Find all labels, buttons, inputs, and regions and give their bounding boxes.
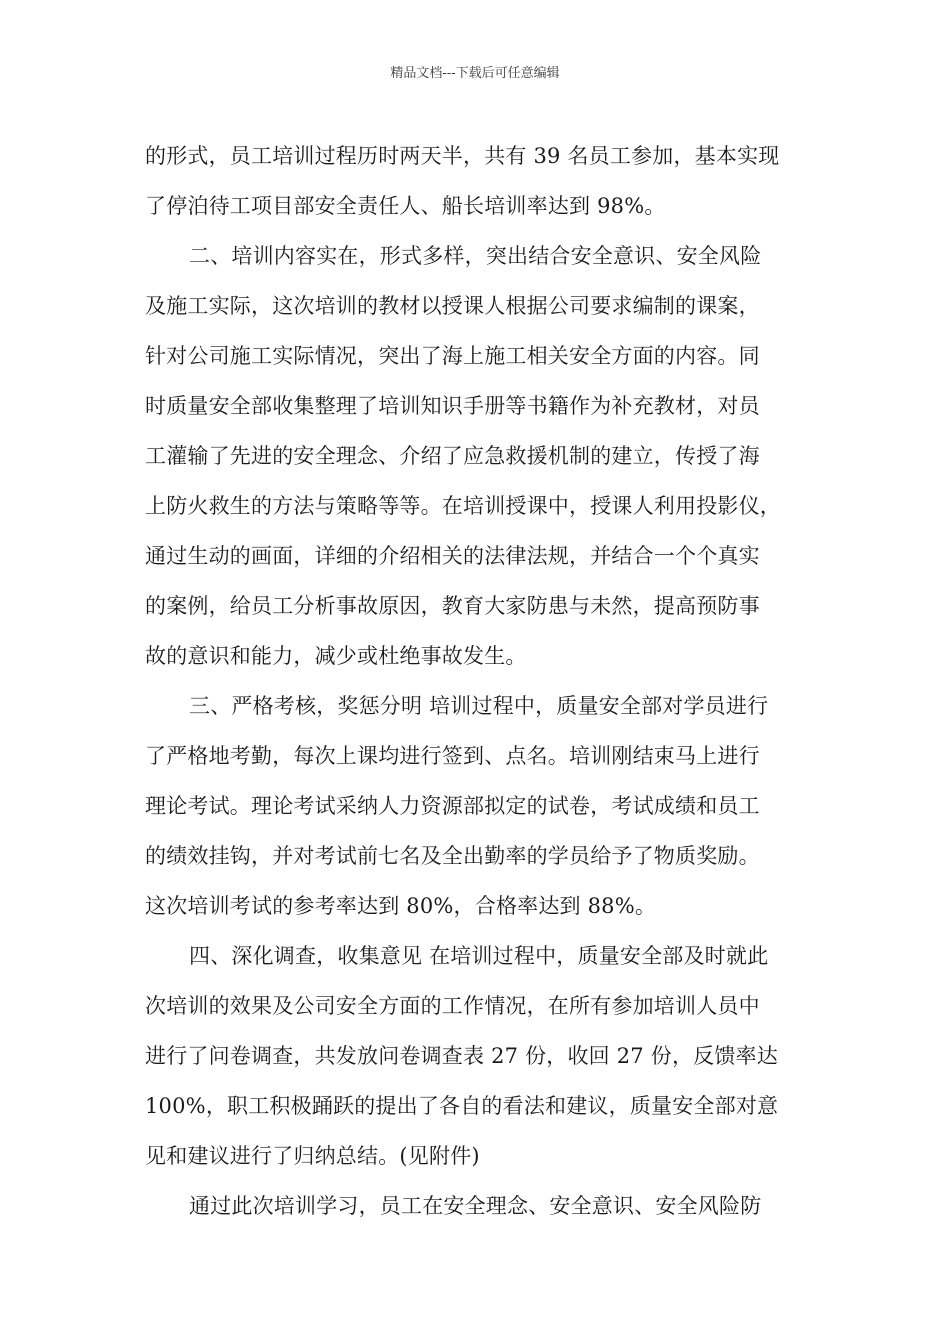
text-line: 进行了问卷调查，共发放问卷调查表 27 份，收回 27 份，反馈率达 xyxy=(145,1044,778,1068)
text-line: 见和建议进行了归纳总结。(见附件) xyxy=(145,1144,480,1168)
text-line: 及施工实际，这次培训的教材以授课人根据公司要求编制的课案， xyxy=(145,294,760,318)
text-line: 这次培训考试的参考率达到 80%，合格率达到 88%。 xyxy=(145,894,657,918)
paragraph-start-line: 四、深化调查，收集意见 在培训过程中，质量安全部及时就此 xyxy=(189,944,769,968)
page-header: 精品文档---下载后可任意编辑 xyxy=(390,66,560,81)
text-line: 的绩效挂钩，并对考试前七名及全出勤率的学员给予了物质奖励。 xyxy=(145,844,760,868)
text-line: 通过生动的画面，详细的介绍相关的法律法规，并结合一个个真实 xyxy=(145,544,760,568)
text-line: 理论考试。理论考试采纳人力资源部拟定的试卷，考试成绩和员工 xyxy=(145,794,760,818)
text-line: 了停泊待工项目部安全责任人、船长培训率达到 98%。 xyxy=(145,194,666,218)
paragraph-start-line: 通过此次培训学习，员工在安全理念、安全意识、安全风险防 xyxy=(189,1194,762,1218)
text-line: 了严格地考勤，每次上课均进行签到、点名。培训刚结束马上进行 xyxy=(145,744,760,768)
paragraph-start-line: 三、严格考核，奖惩分明 培训过程中，质量安全部对学员进行 xyxy=(189,694,769,718)
paragraph-start-line: 二、培训内容实在，形式多样，突出结合安全意识、安全风险 xyxy=(189,244,762,268)
text-line: 针对公司施工实际情况，突出了海上施工相关安全方面的内容。同 xyxy=(145,344,760,368)
text-line: 100%，职工积极踊跃的提出了各自的看法和建议，质量安全部对意 xyxy=(145,1094,779,1118)
text-line: 故的意识和能力，减少或杜绝事故发生。 xyxy=(145,644,527,668)
text-line: 的案例，给员工分析事故原因，教育大家防患与未然，提高预防事 xyxy=(145,594,760,618)
text-line: 次培训的效果及公司安全方面的工作情况，在所有参加培训人员中 xyxy=(145,994,760,1018)
document-body xyxy=(145,131,825,1231)
text-line: 时质量安全部收集整理了培训知识手册等书籍作为补充教材，对员 xyxy=(145,394,760,418)
text-line: 上防火救生的方法与策略等等。在培训授课中，授课人利用投影仪， xyxy=(145,494,781,518)
text-line: 工灌输了先进的安全理念、介绍了应急救援机制的建立，传授了海 xyxy=(145,444,760,468)
text-line: 的形式，员工培训过程历时两天半，共有 39 名员工参加，基本实现 xyxy=(145,144,780,168)
